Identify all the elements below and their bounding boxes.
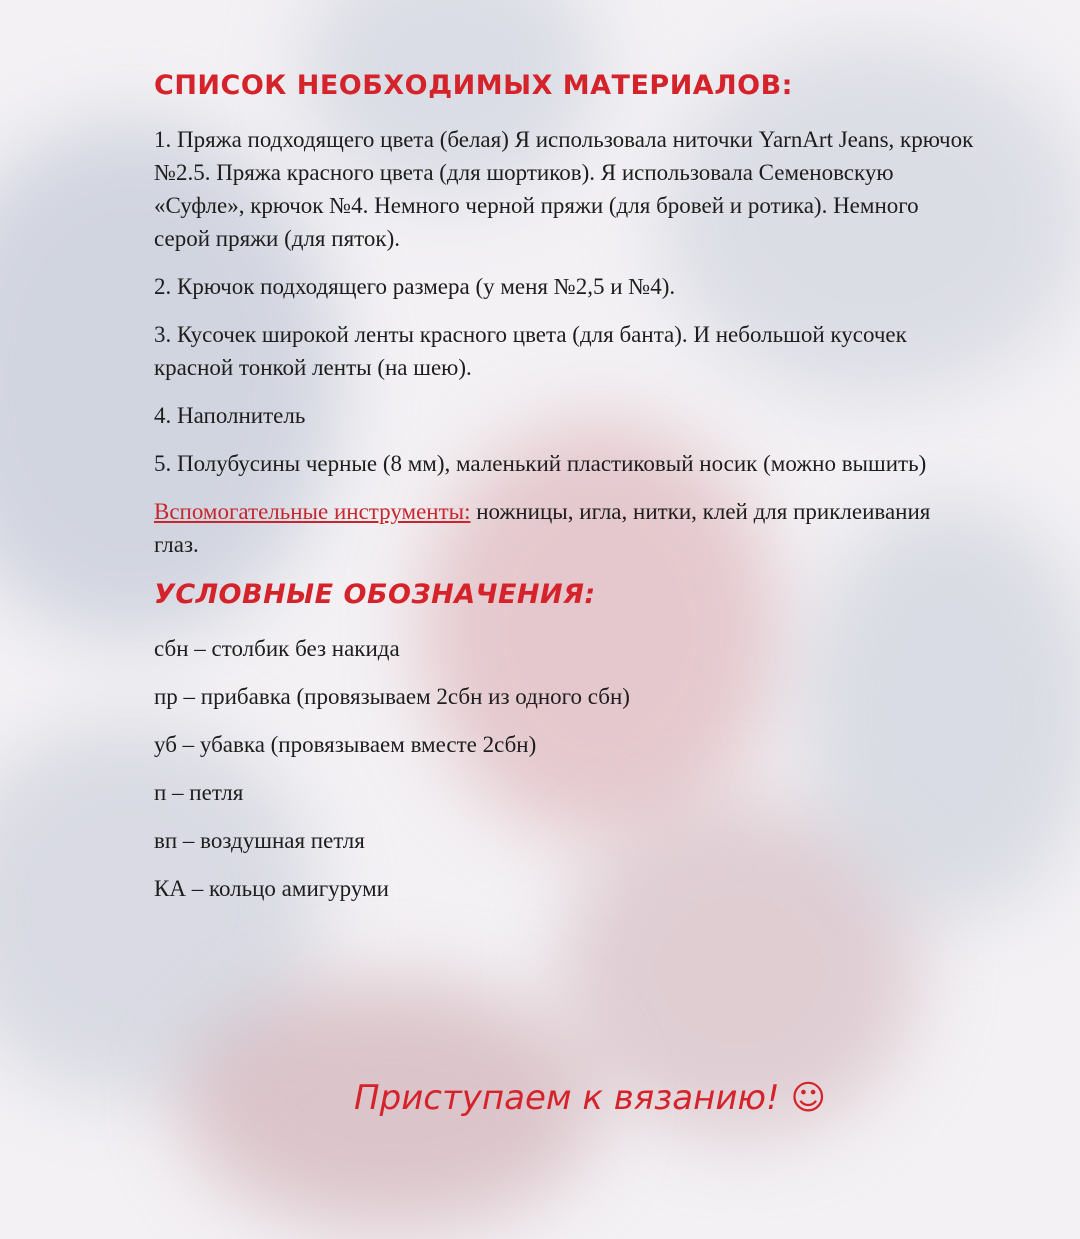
materials-heading: СПИСОК НЕОБХОДИМЫХ МАТЕРИАЛОВ:	[154, 70, 793, 101]
materials-item: 5. Полубусины черные (8 мм), маленький пластиковый носик (можно вышить)	[154, 451, 927, 476]
tools-paragraph	[154, 495, 974, 561]
document-body	[154, 70, 974, 920]
tools-link[interactable]: Вспомогательные инструменты:	[154, 499, 471, 524]
legend-item: КА – кольцо амигуруми	[154, 876, 389, 901]
legend-item: уб – убавка (провязываем вместе 2сбн)	[154, 732, 537, 757]
legend-item: вп – воздушная петля	[154, 828, 365, 853]
materials-item: 4. Наполнитель	[154, 403, 306, 428]
materials-item: 2. Крючок подходящего размера (у меня №2,5 и №4).	[154, 274, 676, 299]
legend-item: п – петля	[154, 780, 244, 805]
legend-item: сбн – столбик без накида	[154, 636, 400, 661]
legend-heading: УСЛОВНЫЕ ОБОЗНАЧЕНИЯ:	[154, 579, 596, 610]
legend-item: пр – прибавка (провязываем 2сбн из одного сбн)	[154, 684, 630, 709]
tools-text: ножницы, игла, нитки, клей для приклеивания глаз.	[154, 499, 931, 557]
materials-item: 3. Кусочек широкой ленты красного цвета (для банта). И небольшой кусочек красной тонкой ленты (на шею).	[154, 322, 907, 380]
materials-item: 1. Пряжа подходящего цвета (белая) Я использовала ниточки YarnArt Jeans, крючок №2.5. Пряжа красного цвета (для шортиков). Я использовала Семеновскую «Суфле», крючок №4. Немного черной пряжи (для бровей и ротика). Немного серой пряжи (для пяток).	[154, 127, 974, 251]
closing-text: Приступаем к вязанию! ☺	[354, 1078, 826, 1118]
